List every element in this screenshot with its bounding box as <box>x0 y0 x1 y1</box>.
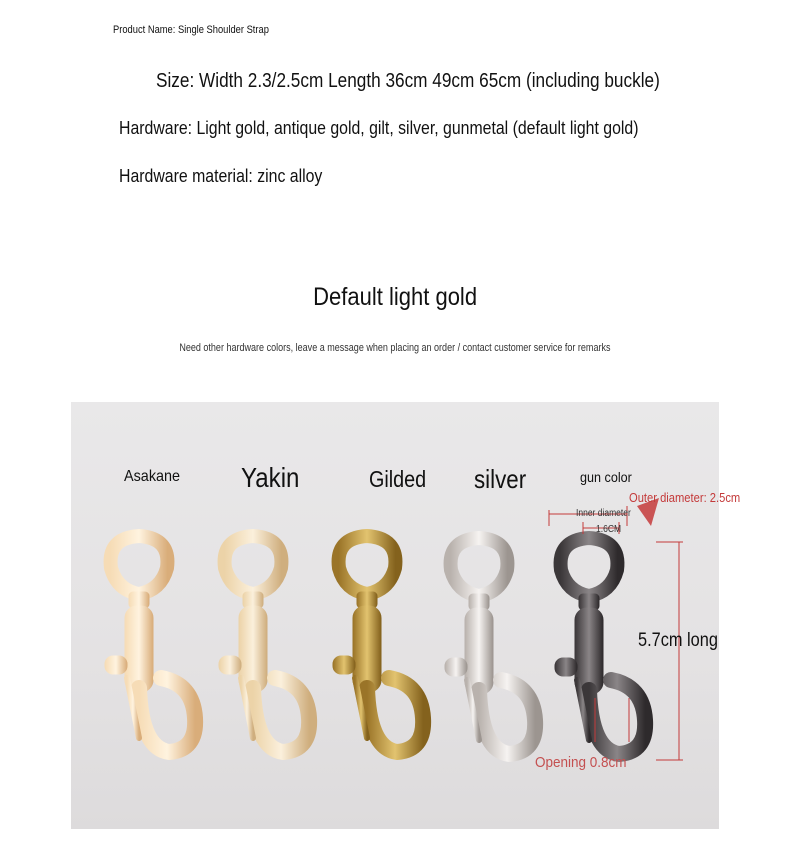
remarks-note <box>0 342 790 354</box>
size-spec-line: Size: Width 2.3/2.5cm Length 36cm 49cm 65cm (including buckle) <box>156 70 660 92</box>
remarks-note-text: Need other hardware colors, leave a message when placing an order / contact customer service for remarks <box>179 342 611 354</box>
hook-light-gold <box>105 536 195 752</box>
length-label: 5.7cm long <box>638 630 718 651</box>
label-asakane: Asakane <box>124 468 181 485</box>
section-title-text: Default light gold <box>313 283 477 311</box>
material-spec-line: Hardware material: zinc alloy <box>119 166 323 186</box>
label-gun-color: gun color <box>580 469 632 485</box>
label-yakin: Yakin <box>241 462 300 493</box>
inner-diameter-label: Inner diameter <box>576 508 631 519</box>
section-title <box>0 283 790 312</box>
hook-silver <box>445 538 535 754</box>
hardware-spec-line: Hardware: Light gold, antique gold, gilt, silver, gunmetal (default light gold) <box>119 118 639 138</box>
product-photo <box>71 402 741 829</box>
hook-gunmetal <box>555 538 645 754</box>
label-gilded: Gilded <box>369 466 427 492</box>
hook-gilt <box>333 536 423 752</box>
product-name-line: Product Name: Single Shoulder Strap <box>113 24 269 36</box>
hook-antique-gold <box>219 536 309 752</box>
opening-label: Opening 0.8cm <box>535 754 627 771</box>
label-silver: silver <box>474 464 527 494</box>
outer-diameter-label: Outer diameter: 2.5cm <box>629 490 741 505</box>
inner-diameter-value: 1.6CM <box>596 524 622 535</box>
